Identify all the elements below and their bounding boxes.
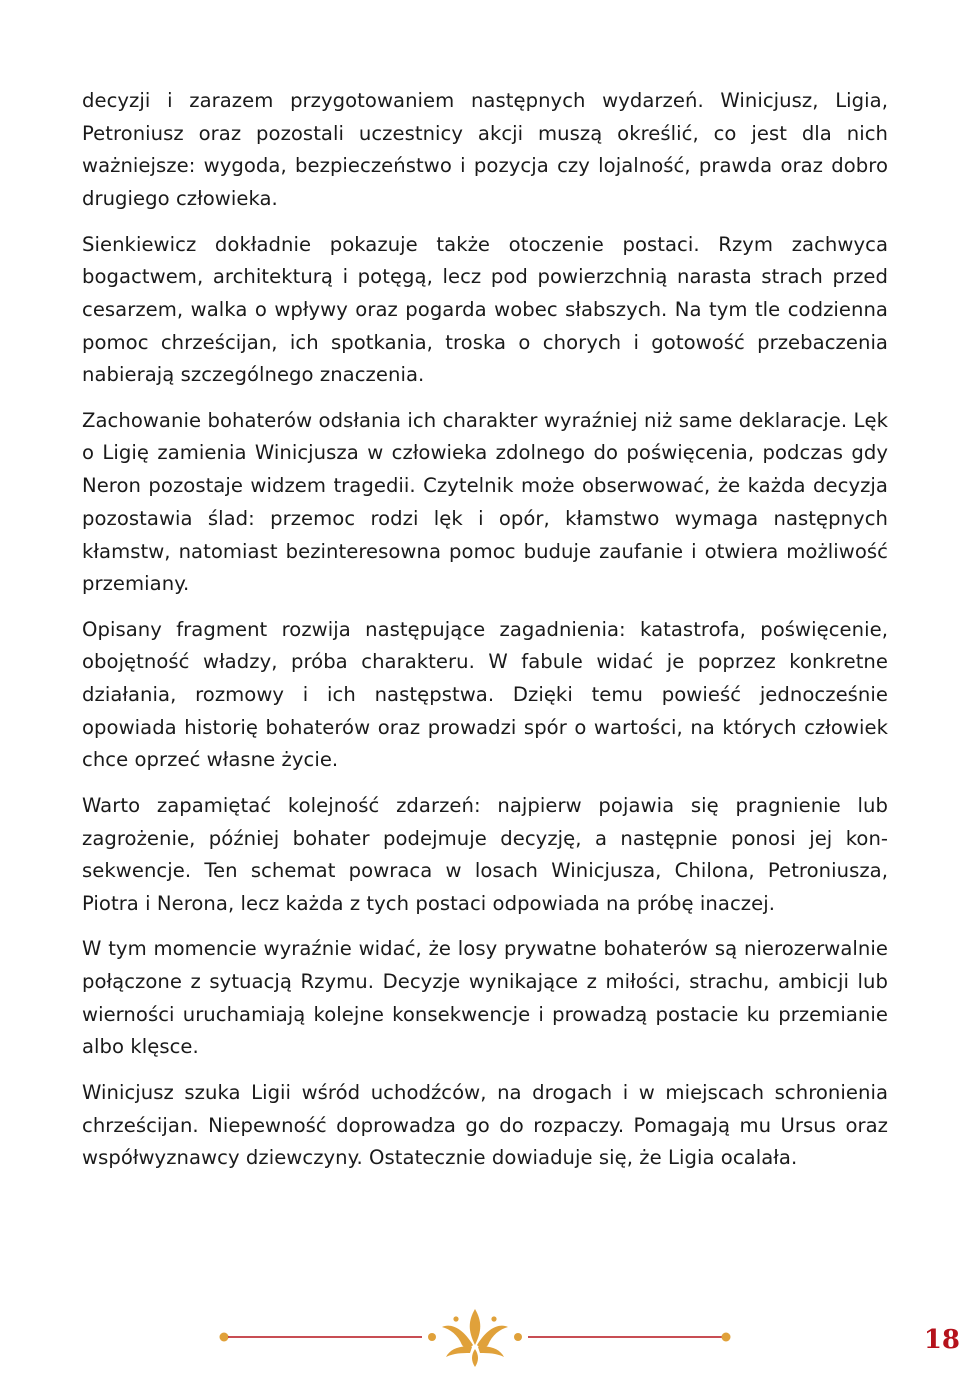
paragraph-3: Zachowanie bohaterów odsłania ich charakter wyraźniej niż same deklaracje. Lęk o Ligię zamienia Winicjusza w człowieka zdolnego do poświęcenia, podczas gdy Neron pozostaje widzem tragedii. Czytelnik może obserwować, że każda decyzja pozostawia ślad: przemoc rodzi lęk i opór, kłamstwo wymaga następnych kłamstw, natomiast bezinteresowna pomoc buduje zaufanie i otwiera możliwość przemiany.	[82, 408, 888, 596]
fleur-ornament-icon	[210, 1305, 740, 1369]
paragraph-7: Winicjusz szuka Ligii wśród uchodźców, na drogach i w miejscach schronienia chrześcijan. Niepewność doprowadza go do rozpaczy. Pomagają mu Ursus oraz współwyznawcy dziewczyny. Ostatecznie dowiaduje się, że Ligia ocalała.	[82, 1080, 888, 1170]
page-number: 18	[923, 1325, 960, 1355]
paragraph-1: decyzji i zarazem przygotowaniem następnych wydarzeń. Winicjusz, Ligia, Petroniusz oraz pozostali uczestnicy akcji muszą określić, co jest dla nich ważniejsze: wygoda, bezpieczeństwo i pozycja czy lojalność, prawda oraz dobro drugiego człowieka.	[82, 89, 888, 211]
paragraph-4: Opisany fragment rozwija następujące zagadnienia: katastrofa, poświęcenie, obojętność władzy, próba charakteru. W fabule widać je poprzez konkretne działania, rozmowy i ich następstwa. Dzięki temu powieść jednocześnie opowiada historię bohaterów oraz prowadzi spór o wartości, na których człowiek chce oprzeć własne życie.	[82, 617, 888, 772]
paragraph-6: W tym momencie wyraźnie widać, że losy prywatne bohaterów są nierozerwalnie połączone z sytuacją Rzymu. Decyzje wynikające z miłości, strachu, ambicji lub wierności uruchamiają kolejne konsekwencje i prowadzą postacie ku przemianie albo klęsce.	[82, 937, 888, 1059]
paragraph-2: Sienkiewicz dokładnie pokazuje także otoczenie postaci. Rzym zachwyca bogactwem, architekturą i potęgą, lecz pod powierzchnią narasta strach przed cesarzem, walka o wpływy oraz pogarda wobec słabszych. Na tym tle codzienna pomoc chrześcijan, ich spotkania, troska o chorych i gotowość przebaczenia nabierają szczególnego znaczenia.	[82, 232, 888, 387]
paragraph-5: Warto zapamiętać kolejność zdarzeń: najpierw pojawia się pragnienie lub zagrożenie, później bohater podejmuje decyzję, a następnie ponosi jej konsekwencje. Ten schemat powraca w losach Winicjusza, Chilona, Petroniusza, Piotra i Nerona, lecz każda z tych postaci odpowiada na próbę inaczej.	[82, 793, 888, 915]
body-text	[82, 85, 888, 1188]
